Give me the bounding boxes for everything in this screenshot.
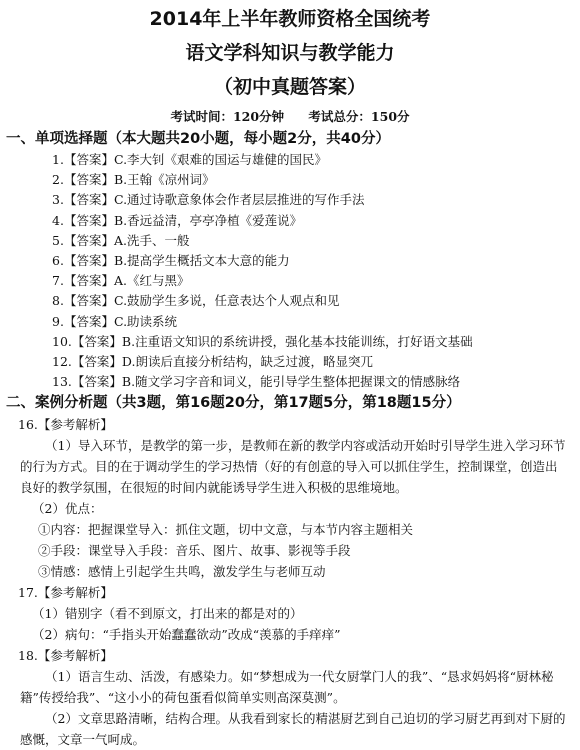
answer-tag: 【答案】 — [63, 232, 114, 248]
answer-tag: 【答案】 — [71, 374, 122, 390]
q17-paragraph-2: （2）病句：“手指头开始蠢蠢欲动”改成“羡慕的手痒痒” — [32, 627, 341, 643]
document-title: 2014年上半年教师资格全国统考 — [149, 8, 431, 30]
answer-text: C.助读系统 — [113, 313, 178, 329]
q18-heading: 18.【参考解析】 — [18, 648, 113, 664]
answer-tag: 【答案】 — [63, 192, 114, 208]
answer-number: 9. — [52, 313, 64, 329]
answer-number: 7. — [52, 273, 64, 289]
exam-meta — [0, 106, 580, 128]
section2-heading: 二、案例分析题（共3题，第16题20分，第17题5分，第18题15分） — [6, 395, 461, 412]
answer-text: B.提高学生概括文本大意的能力 — [113, 253, 290, 269]
q16-paragraph-2: （2）优点： — [32, 501, 103, 517]
answer-tag: 【答案】 — [63, 152, 114, 167]
q18-paragraph-2: （2）文章思路清晰，结构合理。从我看到家长的精湛厨艺到自己迫切的学习厨艺再到对下厨的感慨，文章一气呵成。 — [20, 711, 566, 748]
answer-text: B.注重语文知识的系统讲授，强化基本技能训练，打好语文基础 — [121, 333, 473, 349]
answer-number: 8. — [52, 293, 64, 309]
answer-item — [52, 211, 580, 231]
answer-text: A.《红与黑》 — [113, 273, 190, 289]
answer-text: B.香远益清，亭亭净植《爱莲说》 — [113, 212, 303, 228]
answer-text: B.王翰《凉州词》 — [113, 172, 215, 188]
answer-item — [52, 170, 580, 190]
answer-item — [52, 150, 580, 170]
q16-point-content: ①内容：把握课堂导入：抓住文题，切中文意，与本节内容主题相关 — [38, 522, 414, 538]
answer-tag: 【答案】 — [63, 273, 114, 289]
answer-tag: 【答案】 — [71, 354, 122, 370]
answer-item — [52, 332, 580, 352]
exam-score: 考试总分：150分 — [308, 109, 410, 124]
q16-point-emotion: ③情感：感情上引起学生共鸣，激发学生与老师互动 — [38, 564, 326, 580]
answer-number: 13. — [52, 374, 72, 390]
answer-tag: 【答案】 — [63, 313, 114, 329]
answer-number: 4. — [52, 212, 64, 228]
answer-tag: 【答案】 — [63, 253, 114, 269]
answer-item — [52, 352, 580, 372]
answer-number: 5. — [52, 232, 64, 248]
q17-heading: 17.【参考解析】 — [18, 585, 113, 601]
answer-number: 10. — [52, 333, 72, 349]
answer-text: A.洗手、一般 — [113, 232, 190, 248]
answer-item — [52, 271, 580, 291]
document-subtitle-level: （初中真题答案） — [213, 76, 366, 98]
answer-tag: 【答案】 — [63, 293, 114, 309]
answer-number: 1. — [52, 152, 64, 167]
exam-time: 考试时间：120分钟 — [170, 109, 285, 124]
q17-paragraph-1: （1）错别字（看不到原文，打出来的都是对的） — [32, 606, 303, 622]
document-subtitle: 语文学科知识与教学能力 — [185, 42, 395, 64]
answer-number: 2. — [52, 172, 64, 188]
answer-item — [52, 190, 580, 210]
answer-text: C.通过诗歌意象体会作者层层推进的写作手法 — [113, 192, 365, 208]
answer-item — [52, 372, 580, 392]
answer-number: 6. — [52, 253, 64, 269]
q16-point-means: ②手段：课堂导入手段：音乐、图片、故事、影视等手段 — [38, 543, 351, 559]
answer-text: B.随文学习字音和词义，能引导学生整体把握课文的情感脉络 — [121, 374, 461, 390]
answer-number: 3. — [52, 192, 64, 208]
answer-item — [52, 291, 580, 311]
answer-tag: 【答案】 — [71, 333, 122, 349]
q16-heading: 16.【参考解析】 — [18, 417, 113, 433]
answer-item — [52, 251, 580, 271]
q18-paragraph-1: （1）语言生动、活泼，有感染力。如“梦想成为一代女厨掌门人的我”、“恳求妈妈将“厨林秘籍”传授给我”、“这小小的荷包蛋看似简单实则高深莫测”。 — [20, 669, 554, 706]
answer-tag: 【答案】 — [63, 172, 114, 188]
answer-item — [52, 231, 580, 251]
answer-text: C.李大钊《艰难的国运与雄健的国民》 — [113, 152, 328, 167]
answer-item — [52, 312, 580, 332]
answer-number: 12. — [52, 354, 72, 370]
answer-text: D.朗读后直接分析结构，缺乏过渡，略显突兀 — [121, 354, 373, 370]
q16-paragraph-1: （1）导入环节，是教学的第一步，是教师在新的教学内容或活动开始时引导学生进入学习环节的行为方式。目的在于调动学生的学习热情（好的有创意的导入可以抓住学生，控制课堂，创造出良好的教学氛围，在很短的时间内就能诱导学生进入积极的思维境地。 — [20, 438, 566, 496]
section1-heading: 一、单项选择题（本大题共20小题，每小题2分，共40分） — [6, 131, 390, 147]
answer-tag: 【答案】 — [63, 212, 114, 228]
answer-text: C.鼓励学生多说，任意表达个人观点和见 — [113, 293, 340, 309]
answer-list — [0, 150, 580, 392]
